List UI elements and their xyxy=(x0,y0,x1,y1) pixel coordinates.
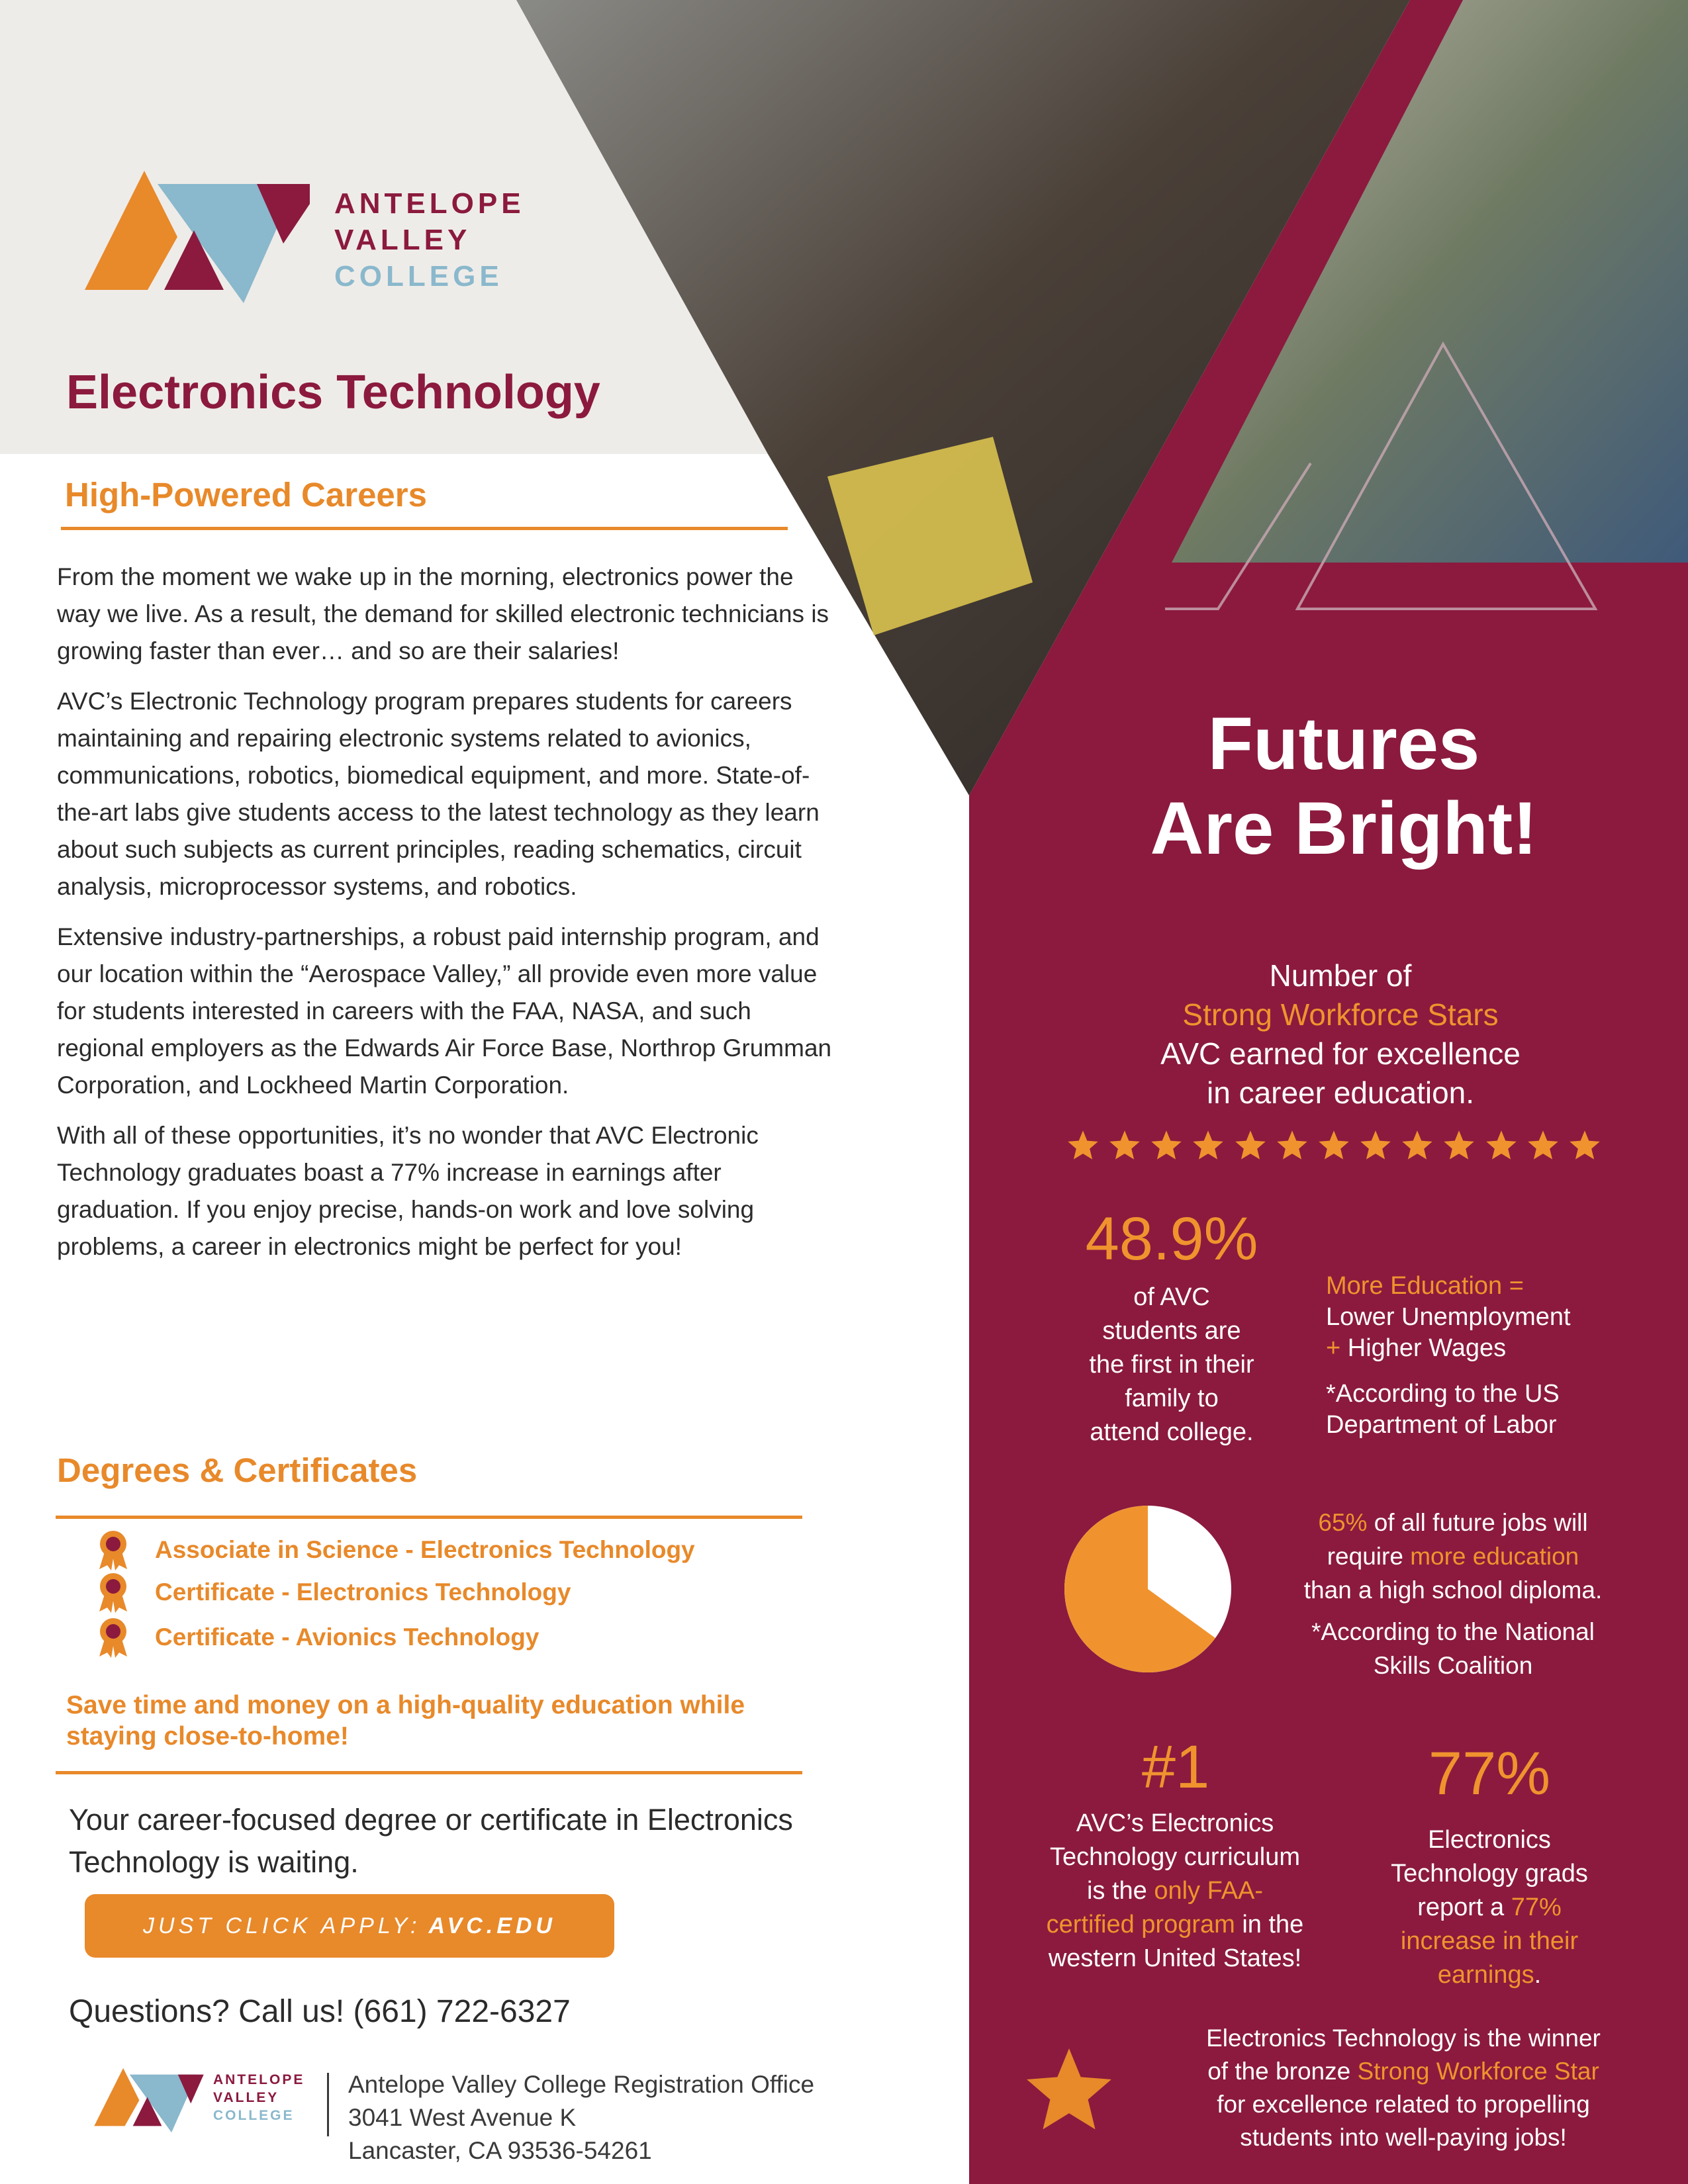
avc-logo-mark-small xyxy=(93,2065,205,2136)
winner-line: Electronics Technology is the winner xyxy=(1206,2025,1601,2052)
earnings-highlight: earnings xyxy=(1437,1961,1534,1989)
award-ribbon-icon xyxy=(97,1529,130,1570)
apply-button-prefix: JUST CLICK APPLY: xyxy=(143,1913,421,1938)
winner-text xyxy=(1165,2022,1642,2154)
workforce-star-icon xyxy=(1191,1128,1225,1163)
first-gen-value: 48.9% xyxy=(1085,1205,1258,1273)
earnings-period: . xyxy=(1534,1961,1542,1989)
jobs-line: of all future jobs will xyxy=(1374,1509,1588,1536)
headline-line: Are Bright! xyxy=(1150,787,1538,870)
futures-headline xyxy=(953,702,1688,871)
avc-logo-mark xyxy=(85,164,310,311)
first-gen-line: attend college. xyxy=(1090,1418,1254,1446)
save-time-text: Save time and money on a high-quality education while staying close-to-home! xyxy=(66,1691,745,1751)
workforce-star-icon xyxy=(1358,1128,1393,1163)
bronze-star-icon xyxy=(1019,2042,1119,2139)
earnings-highlight: increase in their xyxy=(1400,1927,1579,1955)
first-gen-description xyxy=(1053,1281,1291,1449)
footer-logo-valley: VALLEY xyxy=(213,2090,279,2105)
edu-source-line: Department of Labor xyxy=(1326,1411,1557,1439)
earnings-highlight: 77% xyxy=(1511,1893,1562,1921)
workforce-star-icon xyxy=(1149,1128,1184,1163)
logo-line-valley: VALLEY xyxy=(334,224,471,256)
degrees-rule xyxy=(56,1516,802,1519)
earnings-description xyxy=(1350,1823,1628,1992)
rank-line: AVC’s Electronics xyxy=(1076,1809,1274,1837)
edu-note-line: Higher Wages xyxy=(1347,1334,1507,1362)
logo-line-college: COLLEGE xyxy=(334,260,503,293)
intro-line: Number of xyxy=(1269,958,1412,993)
workforce-star-icon xyxy=(1107,1128,1142,1163)
footer-logo-antelope: ANTELOPE xyxy=(213,2072,305,2087)
edu-note-line: More Education = xyxy=(1326,1272,1524,1300)
workforce-star-icon xyxy=(1066,1128,1100,1163)
jobs-line: require xyxy=(1327,1543,1403,1570)
address-line: Lancaster, CA 93536-54261 xyxy=(348,2137,652,2164)
degree-item xyxy=(97,1617,539,1657)
intro-line: AVC earned for excellence xyxy=(1160,1036,1521,1071)
workforce-star-icon xyxy=(1568,1128,1602,1163)
headline-line: Futures xyxy=(1207,702,1480,785)
intro-line: in career education. xyxy=(1206,1075,1475,1110)
education-note xyxy=(1326,1271,1657,1441)
rank-line: western United States! xyxy=(1048,1944,1302,1972)
intro-line-highlight: Strong Workforce Stars xyxy=(1182,997,1499,1032)
workforce-star-icon xyxy=(1526,1128,1560,1163)
careers-paragraph-1: From the moment we wake up in the morning, electronics power the way we live. As a result, the demand for skilled electronic technicians is growing faster than ever… and so are their salaries! xyxy=(57,563,829,664)
careers-paragraph-3: Extensive industry-partnerships, a robust paid internship program, and our location within the “Aerospace Valley,” all provide even more value for students interested in careers with the FAA, NASA, and such regional employers as the Edwards Air Force Base, Northrop Grumman Corporation, and Lockheed Martin Corporation. xyxy=(57,923,832,1099)
first-gen-line: of AVC xyxy=(1133,1283,1210,1311)
careers-paragraph-2: AVC’s Electronic Technology program prepares students for careers maintaining and repairing electronic systems related to avionics, communications, robotics, biomedical equipment, and more. State-of-the-art labs give students access to the latest technology as they learn about such subjects as current principles, reading schematics, circuit analysis, microprocessor systems, and robotics. xyxy=(57,688,820,900)
rank-line: Technology curriculum xyxy=(1049,1843,1301,1871)
save-rule xyxy=(56,1771,802,1774)
degrees-heading: Degrees & Certificates xyxy=(57,1451,418,1489)
degree-item xyxy=(97,1572,571,1612)
award-ribbon-icon xyxy=(97,1617,130,1658)
workforce-star-icon xyxy=(1233,1128,1268,1163)
earnings-line: report a xyxy=(1417,1893,1505,1921)
degree-label[interactable]: Certificate - Avionics Technology xyxy=(155,1623,539,1651)
edu-plus: + xyxy=(1326,1334,1341,1362)
rank-value: #1 xyxy=(1141,1733,1210,1801)
degree-item xyxy=(97,1530,695,1570)
apply-button[interactable] xyxy=(85,1894,614,1958)
jobs-percent: 65% xyxy=(1318,1509,1368,1536)
apply-button-link[interactable]: AVC.EDU xyxy=(428,1913,556,1938)
program-title: Electronics Technology xyxy=(66,366,600,419)
rank-line: in the xyxy=(1242,1911,1304,1938)
rank-description xyxy=(1016,1807,1334,1976)
degree-label[interactable]: Certificate - Electronics Technology xyxy=(155,1578,571,1606)
footer-logo-college: COLLEGE xyxy=(213,2108,295,2123)
workforce-star-icon xyxy=(1442,1128,1476,1163)
winner-line: students into well-paying jobs! xyxy=(1240,2124,1567,2151)
address-line: Antelope Valley College Registration Office xyxy=(348,2071,815,2098)
workforce-star-icon xyxy=(1275,1128,1309,1163)
award-ribbon-icon xyxy=(97,1572,130,1613)
jobs-line: than a high school diploma. xyxy=(1303,1576,1603,1604)
careers-body xyxy=(57,559,838,1279)
jobs-source-line: *According to the National xyxy=(1311,1618,1595,1645)
workforce-star-icon xyxy=(1317,1128,1351,1163)
first-gen-line: family to xyxy=(1125,1385,1219,1412)
cta-text: Your career-focused degree or certificate in Electronics Technology is waiting. xyxy=(69,1803,793,1879)
edu-note-line: Lower Unemployment xyxy=(1326,1303,1571,1331)
winner-line: for excellence related to propelling xyxy=(1217,2091,1590,2118)
earnings-value: 77% xyxy=(1428,1740,1551,1807)
logo-line-antelope: ANTELOPE xyxy=(334,187,525,220)
footer-divider xyxy=(327,2073,329,2136)
workforce-star-icon xyxy=(1400,1128,1434,1163)
earnings-line: Technology grads xyxy=(1391,1860,1588,1888)
winner-highlight: Strong Workforce Star xyxy=(1357,2058,1599,2085)
jobs-source-line: Skills Coalition xyxy=(1373,1652,1533,1679)
future-jobs-text xyxy=(1268,1506,1638,1682)
careers-rule xyxy=(61,527,788,530)
careers-paragraph-4: With all of these opportunities, it’s no wonder that AVC Electronic Technology graduates boast a 77% increase in earnings after graduation. If you enjoy precise, hands-on work and love solving problems, a career in electronics might be perfect for you! xyxy=(57,1122,759,1260)
questions-phone[interactable]: Questions? Call us! (661) 722-6327 xyxy=(69,1994,571,2029)
rank-highlight: certified program xyxy=(1046,1911,1235,1938)
rank-highlight: only FAA- xyxy=(1154,1877,1264,1905)
first-gen-line: the first in their xyxy=(1089,1351,1254,1379)
workforce-star-icon xyxy=(1484,1128,1519,1163)
degree-label[interactable]: Associate in Science - Electronics Technology xyxy=(155,1536,695,1563)
future-jobs-pie xyxy=(1063,1504,1233,1674)
rank-line: is the xyxy=(1086,1877,1147,1905)
address-line: 3041 West Avenue K xyxy=(348,2104,577,2131)
edu-source-line: *According to the US xyxy=(1326,1380,1560,1408)
first-gen-line: students are xyxy=(1102,1317,1241,1345)
earnings-line: Electronics xyxy=(1428,1826,1551,1854)
footer-address xyxy=(348,2068,814,2167)
workforce-stars-intro xyxy=(1059,956,1622,1113)
workforce-stars-row xyxy=(1066,1128,1602,1163)
jobs-highlight: more education xyxy=(1410,1543,1579,1570)
winner-line: of the bronze xyxy=(1207,2058,1351,2085)
careers-heading: High-Powered Careers xyxy=(65,476,428,514)
